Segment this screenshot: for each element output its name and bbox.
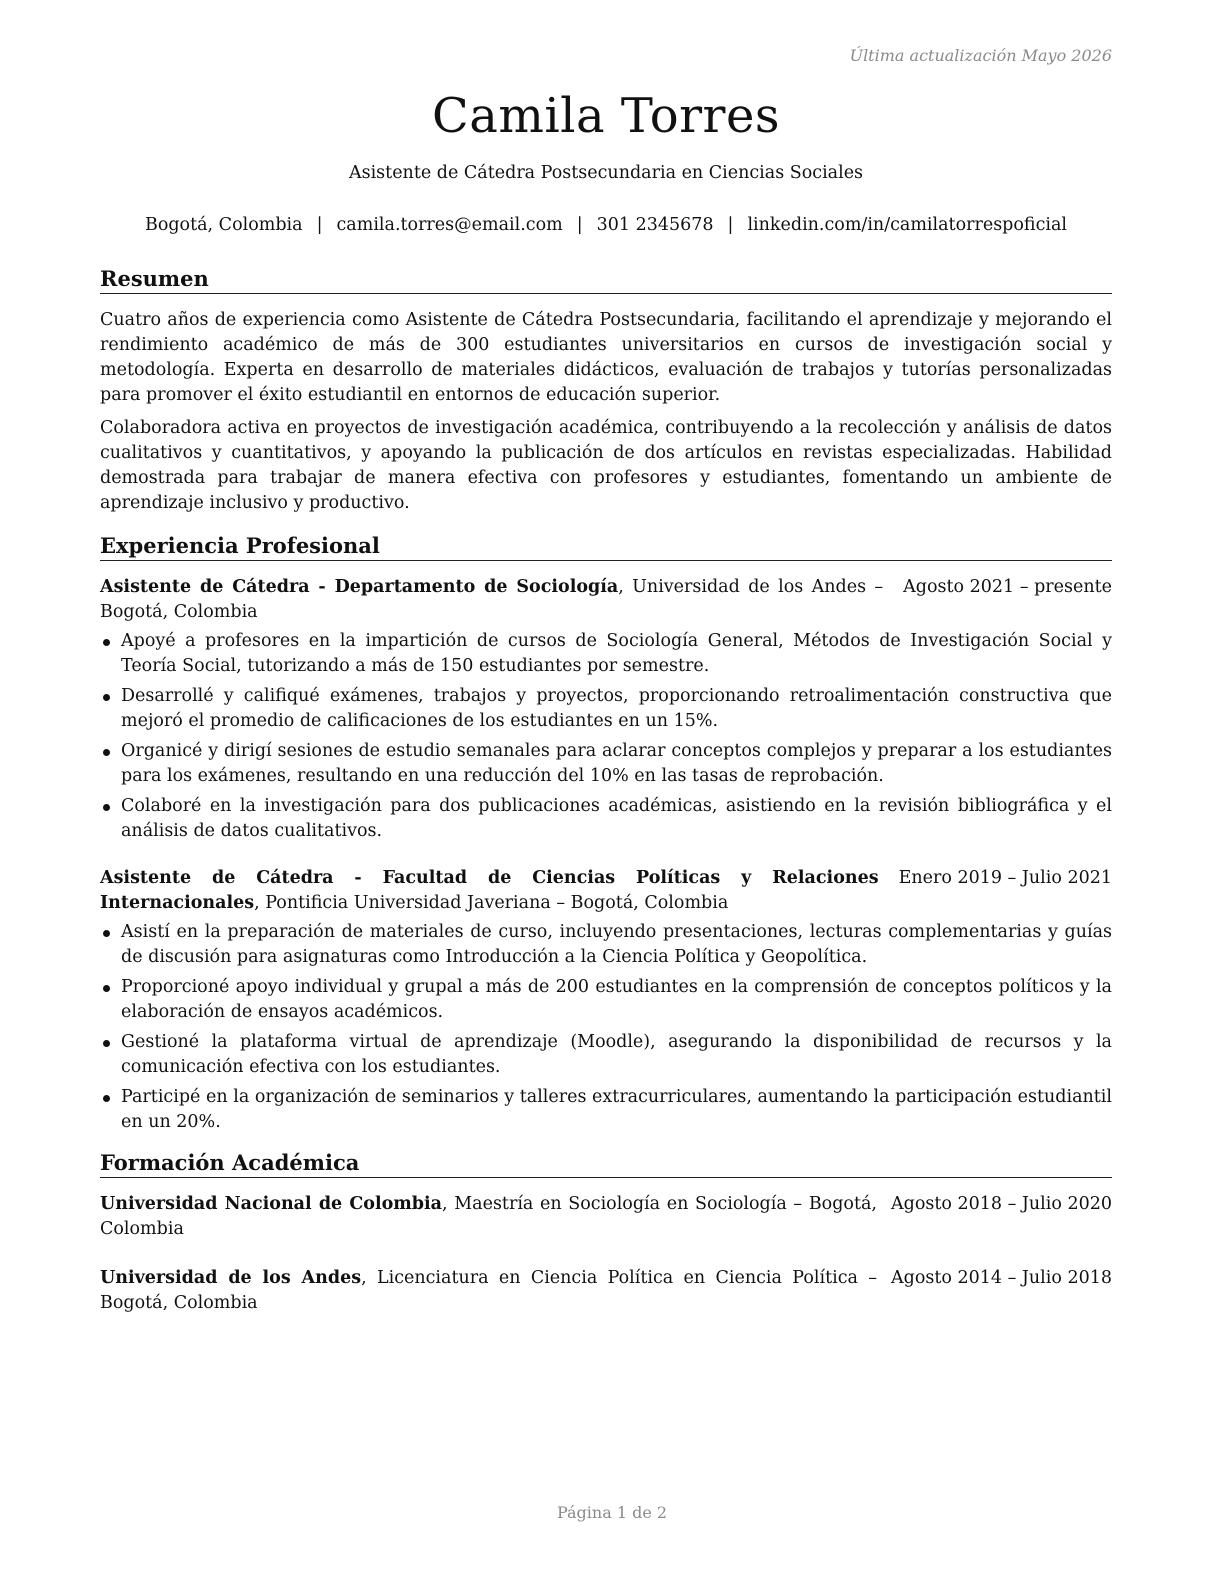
list-item	[100, 1085, 1112, 1135]
bullet-icon	[103, 1040, 110, 1047]
list-item	[100, 739, 1112, 789]
bullet-text: Gestioné la plataforma virtual de aprendizaje (Moodle), asegurando la disponibilidad de recursos y la comunicación efectiva con los estudiantes.	[121, 1032, 1112, 1077]
education-entry	[100, 1192, 1112, 1242]
section-heading-experience: Experiencia Profesional	[100, 532, 1112, 561]
bullet-text: Colaboré en la investigación para dos publicaciones académicas, asistiendo en la revisión bibliográfica y el análisis de datos cualitativos.	[121, 796, 1112, 841]
job-entry	[100, 866, 1112, 1135]
list-item	[100, 920, 1112, 970]
contact-separator: |	[316, 215, 323, 235]
job-title: Asistente de Cátedra - Departamento de Sociología	[100, 577, 619, 597]
list-item	[100, 684, 1112, 734]
contact-separator: |	[576, 215, 583, 235]
education-dates: Agosto 2014 – Julio 2018	[877, 1266, 1112, 1291]
bullet-icon	[103, 930, 110, 937]
education-header	[100, 1192, 1112, 1242]
contact-separator: |	[727, 215, 734, 235]
bullet-icon	[103, 749, 110, 756]
contact-linkedin[interactable]: linkedin.com/in/camilatorrespoficial	[747, 215, 1068, 235]
bullet-icon	[103, 694, 110, 701]
contact-phone: 301 2345678	[596, 215, 714, 235]
list-item	[100, 629, 1112, 679]
bullet-text: Proporcioné apoyo individual y grupal a más de 200 estudiantes en la comprensión de conceptos políticos y la elaboración de ensayos académicos.	[121, 977, 1112, 1022]
contact-email[interactable]: camila.torres@email.com	[336, 215, 563, 235]
bullet-text: Asistí en la preparación de materiales de curso, incluyendo presentaciones, lecturas complementarias y guías de discusión para asignaturas como Introducción a la Ciencia Política y Geopolítica.	[121, 922, 1112, 967]
summary-paragraph: Colaboradora activa en proyectos de investigación académica, contribuyendo a la recolección y análisis de datos cualitativos y cuantitativos, y apoyando la publicación de dos artículos en revistas especializadas. Habilidad demostrada para trabajar de manera efectiva con profesores y estudiantes, fomentando un ambiente de aprendizaje inclusivo y productivo.	[100, 418, 1112, 513]
list-item	[100, 794, 1112, 844]
job-entry	[100, 575, 1112, 844]
bullet-text: Participé en la organización de seminarios y talleres extracurriculares, aumentando la participación estudiantil en un 20%.	[121, 1087, 1112, 1132]
summary-paragraph: Cuatro años de experiencia como Asistente de Cátedra Postsecundaria, facilitando el aprendizaje y mejorando el rendimiento académico de más de 300 estudiantes universitarios en cursos de investigación social y metodología. Experta en desarrollo de materiales didácticos, evaluación de trabajos y tutorías personalizadas para promover el éxito estudiantil en entornos de educación superior.	[100, 310, 1112, 405]
job-bullets	[100, 920, 1112, 1135]
bullet-text: Desarrollé y califiqué exámenes, trabajos y proyectos, proporcionando retroalimentación constructiva que mejoró el promedio de calificaciones de los estudiantes en un 15%.	[121, 686, 1112, 731]
list-item	[100, 975, 1112, 1025]
education-institution: Universidad de los Andes	[100, 1268, 362, 1288]
candidate-name: Camila Torres	[431, 88, 781, 144]
education-detail: , Licenciatura en Ciencia Política en Ciencia Política – Bogotá, Colombia	[100, 1268, 877, 1313]
bullet-text: Apoyé a profesores en la impartición de cursos de Sociología General, Métodos de Investigación Social y Teoría Social, tutorizando a más de 150 estudiantes por semestre.	[121, 631, 1112, 676]
last-updated: Última actualización Mayo 2026	[849, 46, 1112, 65]
job-title: Asistente de Cátedra - Facultad de Ciencias Políticas y Relaciones Internacionales	[100, 868, 879, 913]
education-detail: , Maestría en Sociología en Sociología – Bogotá, Colombia	[100, 1194, 877, 1239]
job-dates: Agosto 2021 – presente	[883, 575, 1112, 600]
bullet-icon	[103, 804, 110, 811]
education-header	[100, 1266, 1112, 1316]
job-bullets	[100, 629, 1112, 844]
candidate-subtitle: Asistente de Cátedra Postsecundaria en Ciencias Sociales	[348, 163, 864, 183]
bullet-icon	[103, 1095, 110, 1102]
contact-location: Bogotá, Colombia	[144, 215, 303, 235]
page-number: Página 1 de 2	[556, 1503, 668, 1522]
bullet-text: Organicé y dirigí sesiones de estudio semanales para aclarar conceptos complejos y preparar a los estudiantes para los exámenes, resultando en una reducción del 10% en las tasas de reprobación.	[121, 741, 1112, 786]
education-dates: Agosto 2018 – Julio 2020	[877, 1192, 1112, 1217]
section-heading-education: Formación Académica	[100, 1149, 1112, 1178]
resume-page	[100, 40, 1112, 1316]
job-organization: , Universidad de los Andes – Bogotá, Colombia	[100, 577, 884, 622]
job-organization: , Pontificia Universidad Javeriana – Bogotá, Colombia	[254, 893, 729, 913]
section-heading-summary: Resumen	[100, 265, 1112, 294]
job-header	[100, 866, 1112, 916]
list-item	[100, 1030, 1112, 1080]
education-entry	[100, 1266, 1112, 1316]
job-header	[100, 575, 1112, 625]
bullet-icon	[103, 639, 110, 646]
contact-line	[100, 212, 1112, 238]
bullet-icon	[103, 985, 110, 992]
education-institution: Universidad Nacional de Colombia	[100, 1194, 443, 1214]
job-dates: Enero 2019 – Julio 2021	[879, 866, 1112, 891]
